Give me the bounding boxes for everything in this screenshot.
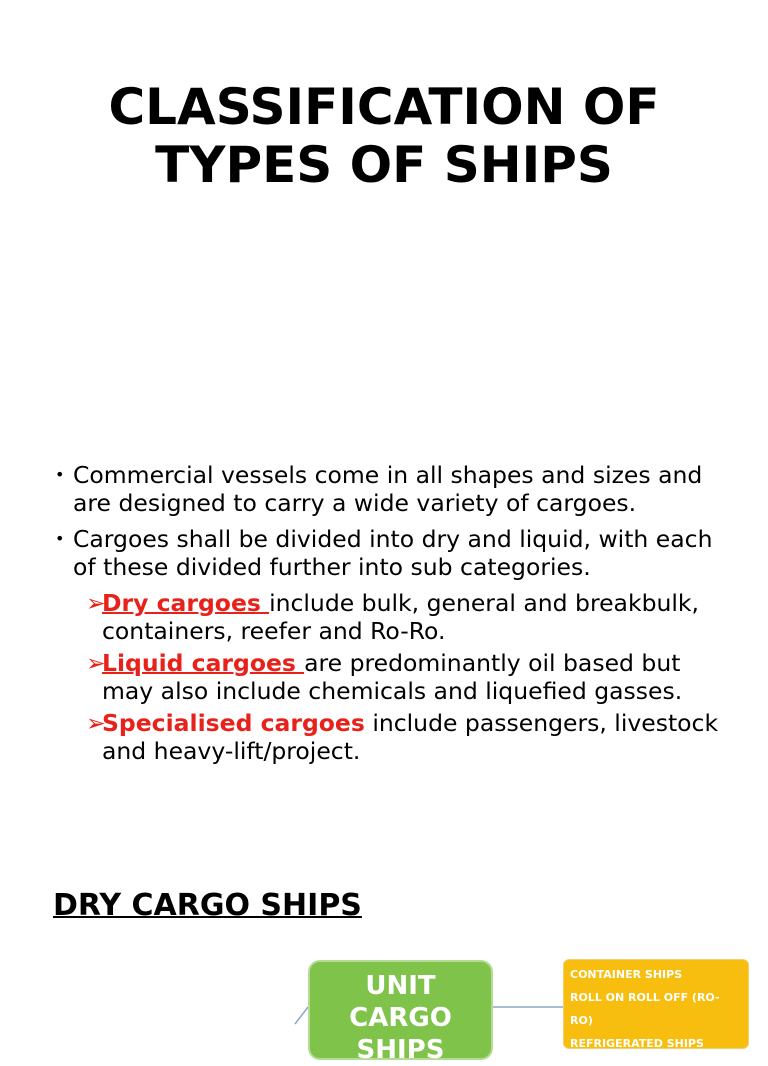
- sub-bullet-text: include bulk, general and breakbulk, containers, reefer and Ro-Ro.: [102, 589, 699, 645]
- sub-bullet-text: are predominantly oil based but may also include chemicals and liquefied gasses.: [102, 649, 683, 705]
- subtype-item: ROLL ON ROLL OFF (RO-RO): [570, 991, 720, 1027]
- bullet-marker: •: [55, 529, 65, 548]
- sub-bullet-specialised-cargoes: [55, 709, 735, 765]
- title-line-2: TYPES OF SHIPS: [155, 136, 613, 194]
- bullet-item: [55, 525, 735, 581]
- section-heading: DRY CARGO SHIPS: [53, 888, 362, 923]
- sub-bullet-dry-cargoes: [55, 589, 735, 645]
- connector-line: [295, 1007, 308, 1024]
- dry-cargoes-keyword: Dry cargoes: [102, 589, 270, 617]
- bullet-text: Cargoes shall be divided into dry and liquid, with each of these divided further into sub categories.: [73, 525, 713, 581]
- bullet-item: [55, 461, 735, 517]
- unit-cargo-ships-node: UNIT CARGO SHIPS: [308, 960, 493, 1060]
- liquid-cargoes-keyword: Liquid cargoes: [102, 649, 305, 677]
- title-line-1: CLASSIFICATION OF: [108, 78, 660, 136]
- arrow-marker-icon: ➢: [86, 649, 106, 677]
- bullet-marker: •: [55, 465, 65, 484]
- arrow-marker-icon: ➢: [86, 589, 106, 617]
- dry-cargo-diagram: [0, 950, 768, 1065]
- bullet-list: [55, 461, 735, 769]
- unit-cargo-subtypes-box: [563, 959, 749, 1049]
- subtype-item: REFRIGERATED SHIPS: [570, 1037, 704, 1050]
- subtype-item: CONTAINER SHIPS: [570, 968, 683, 981]
- specialised-cargoes-keyword: Specialised cargoes: [102, 709, 365, 737]
- arrow-marker-icon: ➢: [86, 709, 106, 737]
- page-title: [0, 78, 768, 194]
- sub-bullet-liquid-cargoes: [55, 649, 735, 705]
- bullet-text: Commercial vessels come in all shapes and sizes and are designed to carry a wide variety of cargoes.: [73, 461, 703, 517]
- sub-bullet-text: include passengers, livestock and heavy-lift/project.: [102, 709, 719, 765]
